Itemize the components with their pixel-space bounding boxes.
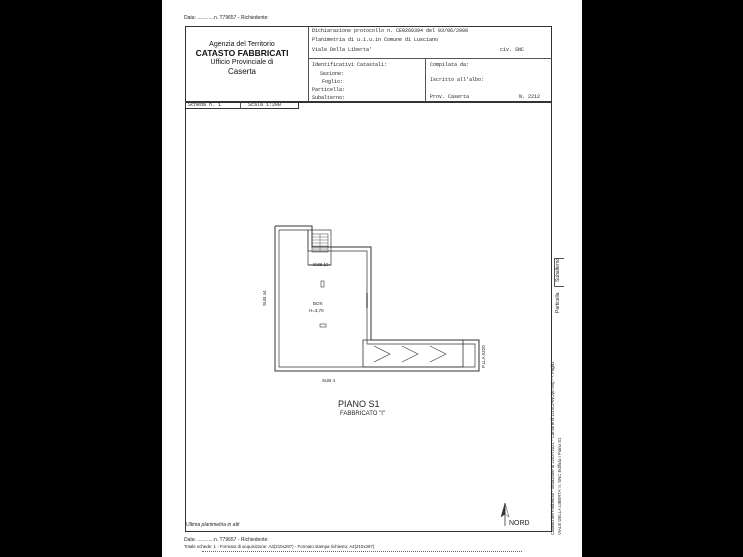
catasto-title: CATASTO FABBRICATI: [195, 48, 289, 58]
building-label: FABBRICATO "I": [340, 411, 386, 417]
declaration-text: Dichiarazione protocollo n. CE0260394 del 03/06/2008: [312, 28, 469, 34]
office-name: Ufficio Provinciale di: [210, 59, 274, 66]
north-label: NORD: [509, 520, 530, 527]
sub44-label: SUB 44: [262, 290, 267, 306]
address-text: Viale Della Liberta': [312, 47, 373, 53]
side-info-line2: VIALE DELLA LIBERTA' n. SNC Edificio I Piano S1: [557, 437, 562, 535]
office-city: Caserta: [227, 67, 256, 76]
floor-title: PIANO S1: [338, 399, 380, 409]
scheda-label: Scheda n. 1: [188, 102, 222, 108]
cadastral-heading: Identificativi Catastali:: [312, 62, 388, 68]
sub10-label: SUB 10: [313, 262, 329, 267]
box-label: BOX: [313, 301, 323, 306]
subalterno-label: Subalterno:: [312, 95, 346, 101]
header-data-line: Data: ............n. T79657 - Richiedente:: [184, 15, 269, 21]
agency-name: Agenzia del Territorio: [209, 41, 275, 48]
foglio-label: Foglio:: [322, 79, 344, 85]
ultima-planimetria: Ultima planimetria in atti: [186, 522, 240, 528]
particella-label: Particella:: [312, 87, 346, 93]
civ-text: civ. SNC: [500, 47, 525, 53]
prov-label: Prov. Caserta: [430, 94, 470, 100]
side-info-line1: Catasto dei Fabbricati - Situazione al 22/07/2021 - Comune di LUSCIANO(E754) - < Foglio:: [550, 361, 555, 535]
footer-data-line: Data: ............n. T79657 - Richiedente:: [184, 537, 269, 543]
side-particella: Particella: [555, 292, 561, 313]
compilata-label: Compilata da:: [430, 62, 470, 68]
side-subalterno: Subalterno: [555, 257, 561, 282]
document-sheet: [162, 0, 582, 557]
iscritto-label: Iscritto all'albo:: [430, 77, 485, 83]
number-label: N. 2212: [519, 94, 541, 100]
planimetry-text: Planimetria di u.i.u.in Comune di Lusciano: [312, 37, 439, 43]
sub4-label: SUB 4: [322, 378, 336, 383]
floor-plan: [162, 0, 582, 557]
north-arrow-icon: [501, 503, 509, 526]
scala-label: Scala 1:200: [248, 102, 282, 108]
particella-label-plan: P.LLA 5320: [481, 345, 486, 368]
footer-format-line: Totale schede: 1 - Formato di acquisizione: A4(210x297) - Formato stampa richiesto: A4(210x297): [184, 544, 375, 549]
height-label: H=3,70: [309, 308, 324, 313]
plan-outline: [275, 226, 479, 371]
sezione-label: Sezione:: [320, 71, 345, 77]
